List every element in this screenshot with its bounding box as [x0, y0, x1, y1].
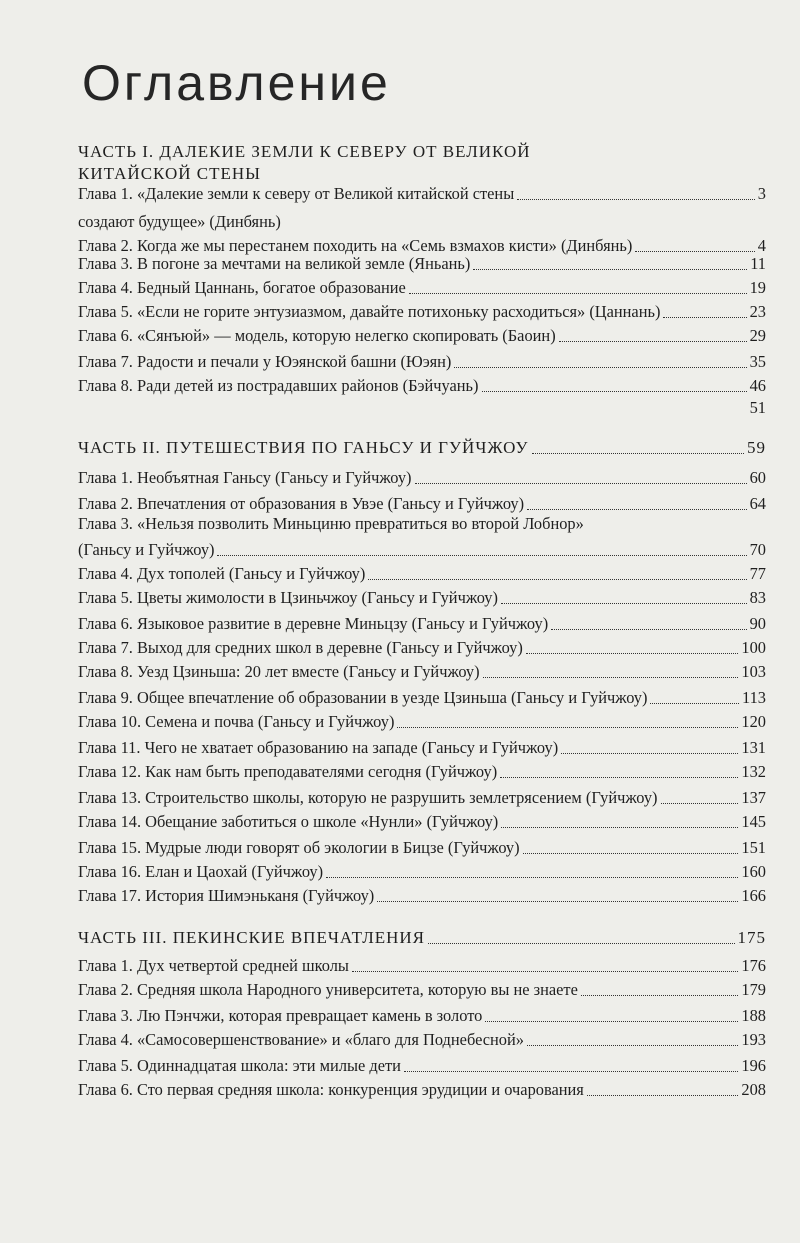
chapter-title: Глава 5. Одиннадцатая школа: эти милые дети — [78, 1056, 401, 1075]
leader-dots — [551, 629, 746, 630]
page-number: 19 — [749, 278, 766, 297]
chapter-title: Глава 5. «Если не горите энтузиазмом, давайте потихоньку расходиться» (Цаннань) — [78, 302, 661, 321]
page-number: 166 — [741, 886, 766, 905]
toc-entry[interactable] — [78, 1024, 766, 1050]
page-number: 100 — [741, 638, 766, 657]
toc-entry[interactable] — [78, 706, 766, 732]
toc-entry[interactable] — [78, 856, 766, 882]
part-entry[interactable] — [78, 922, 766, 948]
leader-dots — [527, 1045, 738, 1046]
page-number: 193 — [741, 1030, 766, 1049]
leader-dots — [532, 453, 744, 454]
page-number: 64 — [749, 494, 766, 513]
part-entry[interactable] — [78, 432, 766, 458]
page-number: 70 — [749, 540, 766, 559]
page-number: 59 — [747, 438, 766, 457]
leader-dots — [517, 199, 755, 200]
leader-dots — [526, 653, 739, 654]
chapter-title-continued: создают будущее» (Динбянь) — [78, 212, 281, 231]
page-number: 51 — [749, 398, 766, 417]
leader-dots — [501, 827, 738, 828]
leader-dots — [523, 853, 739, 854]
chapter-title: Глава 11. Чего не хватает образованию на западе (Ганьсу и Гуйчжоу) — [78, 738, 559, 757]
chapter-title: Глава 2. Средняя школа Народного университета, которую вы не знаете — [78, 980, 578, 999]
leader-dots — [326, 877, 738, 878]
page-title: Оглавление — [82, 55, 391, 111]
leader-dots — [217, 555, 746, 556]
chapter-title: Глава 4. «Самосовершенствование» и «благо для Поднебесной» — [78, 1030, 524, 1049]
chapter-title: Глава 3. В погоне за мечтами на великой земле (Яньань) — [78, 254, 471, 273]
chapter-title: Глава 1. Дух четвертой средней школы — [78, 956, 349, 975]
toc-entry[interactable] — [78, 782, 766, 808]
toc-entry[interactable] — [78, 756, 766, 782]
leader-dots — [483, 677, 739, 678]
page-number: 113 — [742, 688, 766, 707]
toc-entry[interactable] — [78, 832, 766, 858]
leader-dots — [581, 995, 739, 996]
chapter-title: Глава 14. Обещание заботиться о школе «Нунли» (Гуйчжоу) — [78, 812, 499, 831]
page-number: 29 — [749, 326, 766, 345]
leader-dots — [428, 943, 734, 944]
leader-dots — [663, 317, 746, 318]
chapter-title: Глава 1. Необъятная Ганьсу (Ганьсу и Гуйчжоу) — [78, 468, 412, 487]
chapter-title: Глава 3. «Нельзя позволить Миньциню превратиться во второй Лобнор» — [78, 514, 584, 533]
toc-entry[interactable] — [78, 732, 766, 758]
leader-dots — [650, 703, 739, 704]
chapter-title: Глава 4. Бедный Цаннань, богатое образование — [78, 278, 406, 297]
toc-entry[interactable] — [78, 558, 766, 584]
page-number: 4 — [757, 236, 766, 255]
leader-dots — [527, 509, 747, 510]
page-number: 160 — [741, 862, 766, 881]
leader-dots — [500, 777, 738, 778]
toc-entry[interactable] — [78, 974, 766, 1000]
page-number: 120 — [741, 712, 766, 731]
toc-entry[interactable] — [78, 682, 766, 708]
chapter-title: Глава 17. История Шимэньканя (Гуйчжоу) — [78, 886, 375, 905]
toc-entry[interactable] — [78, 320, 766, 346]
page-number: 176 — [741, 956, 766, 975]
chapter-title: Глава 3. Лю Пэнчжи, которая превращает камень в золото — [78, 1006, 483, 1025]
toc-entry[interactable] — [78, 1074, 766, 1100]
toc-entry[interactable] — [78, 462, 766, 488]
toc-entry[interactable] — [78, 534, 766, 560]
leader-dots — [559, 341, 747, 342]
chapter-title: Глава 2. Когда же мы перестанем походить на «Семь взмахов кисти» (Динбянь) — [78, 236, 633, 255]
chapter-title: Глава 2. Впечатления от образования в Увэе (Ганьсу и Гуйчжоу) — [78, 494, 525, 513]
page-number: 145 — [741, 812, 766, 831]
chapter-title: Глава 1. «Далекие земли к северу от Великой китайской стены — [78, 184, 515, 203]
leader-dots — [661, 803, 739, 804]
leader-dots — [352, 971, 738, 972]
toc-entry[interactable] — [78, 806, 766, 832]
chapter-title: Глава 10. Семена и почва (Ганьсу и Гуйчжоу) — [78, 712, 395, 731]
page-number: 179 — [741, 980, 766, 999]
page-number: 151 — [741, 838, 766, 857]
page-number: 103 — [741, 662, 766, 681]
toc-entry[interactable] — [78, 1000, 766, 1026]
chapter-title: Глава 6. «Сянъюй» — модель, которую нелегко скопировать (Баоин) — [78, 326, 556, 345]
part-title: ЧАСТЬ I. ДАЛЕКИЕ ЗЕМЛИ К СЕВЕРУ ОТ ВЕЛИКОЙ — [78, 142, 531, 161]
page-number: 188 — [741, 1006, 766, 1025]
toc-entry[interactable] — [78, 346, 766, 372]
leader-dots — [377, 901, 738, 902]
leader-dots — [485, 1021, 738, 1022]
leader-dots — [561, 753, 738, 754]
chapter-title: Глава 16. Елан и Цаохай (Гуйчжоу) — [78, 862, 324, 881]
chapter-title: Глава 7. Радости и печали у Юэянской башни (Юэян) — [78, 352, 452, 371]
chapter-title: Глава 15. Мудрые люди говорят об экологии в Бицзе (Гуйчжоу) — [78, 838, 520, 857]
part-title-continued: КИТАЙСКОЙ СТЕНЫ — [78, 164, 261, 183]
part-title: ЧАСТЬ II. ПУТЕШЕСТВИЯ ПО ГАНЬСУ И ГУЙЧЖОУ — [78, 438, 529, 457]
chapter-title: Глава 7. Выход для средних школ в деревне (Ганьсу и Гуйчжоу) — [78, 638, 523, 657]
toc-entry[interactable] — [78, 608, 766, 634]
page-number: 60 — [749, 468, 766, 487]
chapter-title-continued: (Ганьсу и Гуйчжоу) — [78, 540, 215, 559]
leader-dots — [473, 269, 747, 270]
leader-dots — [587, 1095, 739, 1096]
page-number: 46 — [749, 376, 766, 395]
page-number: 137 — [741, 788, 766, 807]
part-title: ЧАСТЬ III. ПЕКИНСКИЕ ВПЕЧАТЛЕНИЯ — [78, 928, 426, 947]
page-number: 3 — [757, 184, 766, 203]
page-number: 208 — [741, 1080, 766, 1099]
page-number: 11 — [750, 254, 766, 273]
leader-dots — [415, 483, 747, 484]
leader-dots — [454, 367, 746, 368]
chapter-title: Глава 9. Общее впечатление об образовании в уезде Цзиньша (Ганьсу и Гуйчжоу) — [78, 688, 648, 707]
page-number: 83 — [749, 588, 766, 607]
toc-entry[interactable] — [78, 632, 766, 658]
page-number: 131 — [741, 738, 766, 757]
toc-entry[interactable] — [78, 880, 766, 906]
leader-dots — [501, 603, 747, 604]
page-number: 132 — [741, 762, 766, 781]
chapter-title: Глава 13. Строительство школы, которую не разрушить землетрясением (Гуйчжоу) — [78, 788, 658, 807]
toc-entry[interactable] — [78, 1050, 766, 1076]
chapter-title: Глава 6. Сто первая средняя школа: конкуренция эрудиции и очарования — [78, 1080, 584, 1099]
toc-trailing-page — [78, 392, 766, 418]
toc-entry[interactable] — [78, 178, 766, 204]
page-number: 196 — [741, 1056, 766, 1075]
page-number: 77 — [749, 564, 766, 583]
page-number: 90 — [749, 614, 766, 633]
toc-entry[interactable] — [78, 582, 766, 608]
toc-entry[interactable] — [78, 950, 766, 976]
chapter-title: Глава 8. Ради детей из пострадавших районов (Бэйчуань) — [78, 376, 479, 395]
leader-dots — [409, 293, 747, 294]
chapter-title: Глава 4. Дух тополей (Ганьсу и Гуйчжоу) — [78, 564, 366, 583]
toc-entry[interactable] — [78, 296, 766, 322]
page-number: 23 — [749, 302, 766, 321]
leader-dots — [404, 1071, 738, 1072]
leader-dots — [397, 727, 738, 728]
chapter-title: Глава 12. Как нам быть преподавателями сегодня (Гуйчжоу) — [78, 762, 498, 781]
chapter-title: Глава 5. Цветы жимолости в Цзиньчжоу (Ганьсу и Гуйчжоу) — [78, 588, 498, 607]
page-number: 35 — [749, 352, 766, 371]
toc-entry[interactable] — [78, 272, 766, 298]
toc-entry[interactable] — [78, 488, 766, 514]
toc-entry[interactable] — [78, 248, 766, 274]
leader-dots — [368, 579, 746, 580]
chapter-title: Глава 6. Языковое развитие в деревне Миньцзу (Ганьсу и Гуйчжоу) — [78, 614, 549, 633]
toc-entry[interactable] — [78, 656, 766, 682]
page-number: 175 — [737, 928, 766, 947]
chapter-title: Глава 8. Уезд Цзиньша: 20 лет вместе (Ганьсу и Гуйчжоу) — [78, 662, 480, 681]
